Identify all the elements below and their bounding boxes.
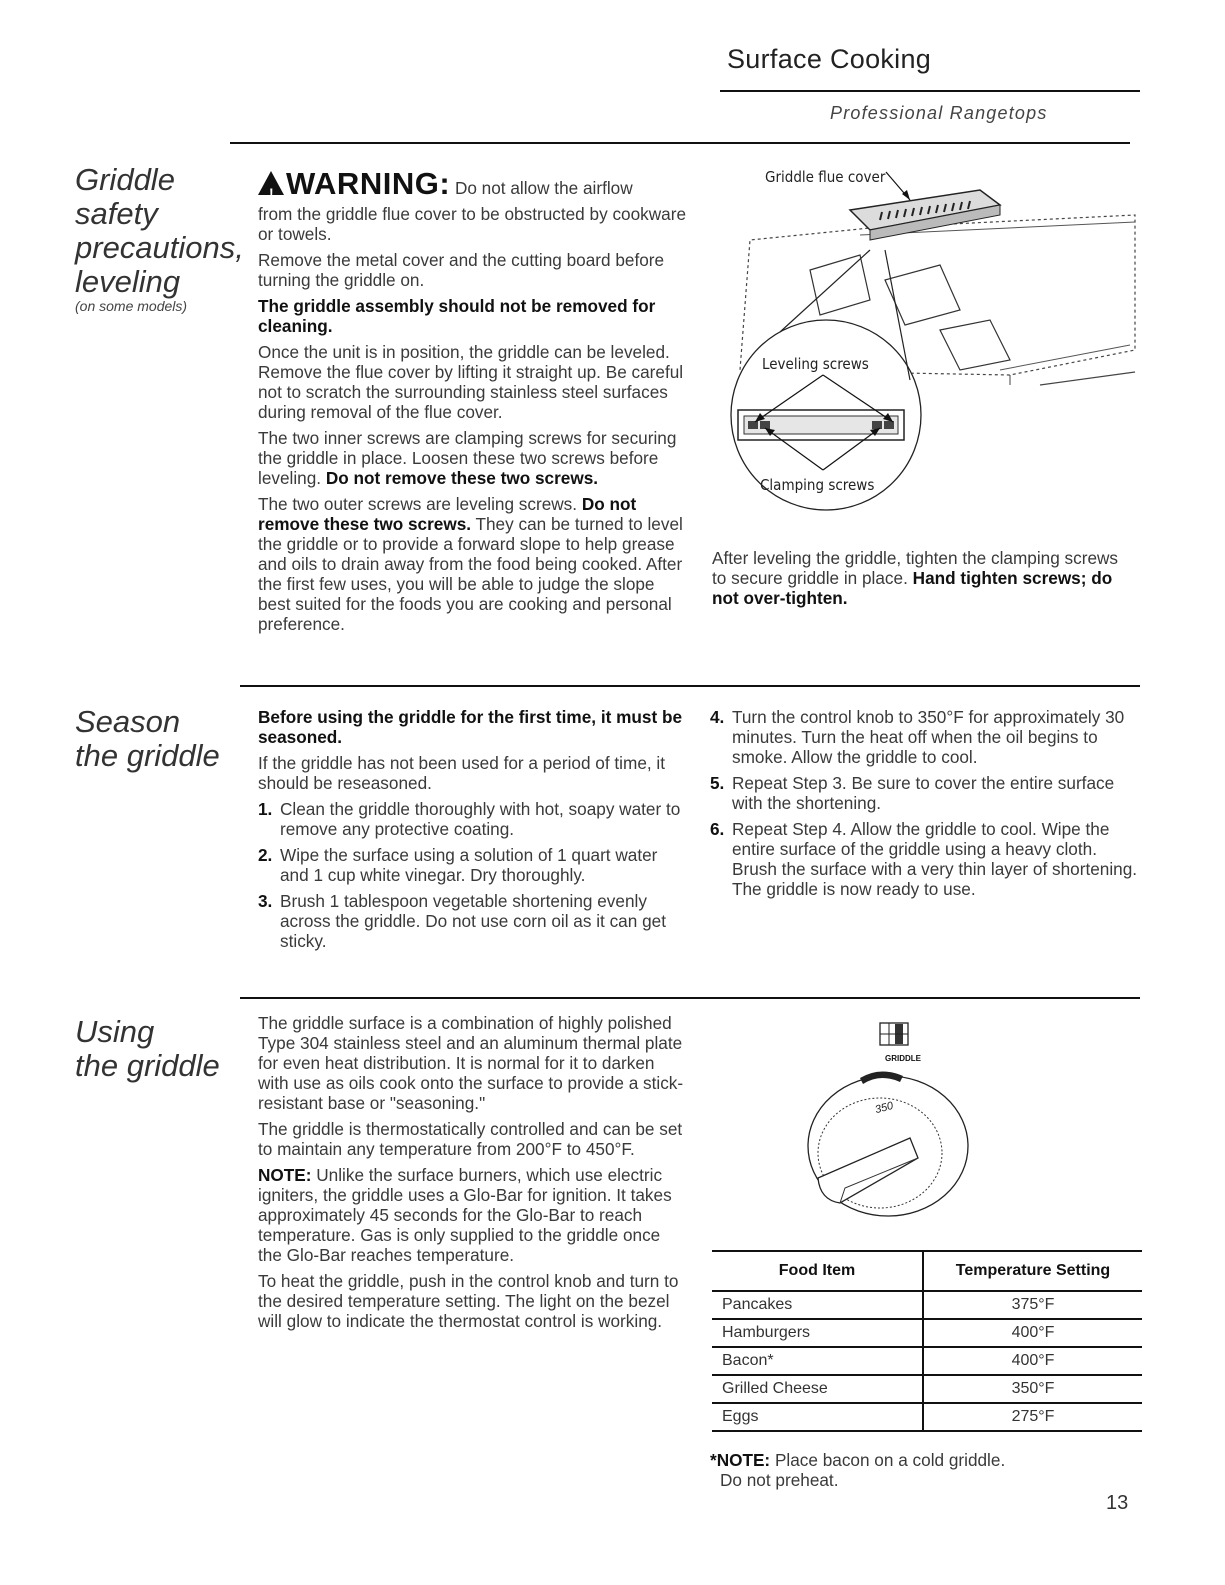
using-paragraph-4: To heat the griddle, push in the control knob and turn to the desired temperature setting. The light on the bezel will glow to indicate the thermostat control is working. bbox=[258, 1271, 679, 1331]
column-header-temperature: Temperature Setting bbox=[923, 1251, 1142, 1291]
list-item: 4. Turn the control knob to 350°F for approximately 30 minutes. Turn the heat off when the oil begins to smoke. Allow the griddle to cool. bbox=[710, 707, 1125, 767]
section-title-line: Using bbox=[75, 1014, 155, 1049]
list-item: 5. Repeat Step 3. Be sure to cover the entire surface with the shortening. bbox=[710, 773, 1115, 813]
footnote-line-2: Do not preheat. bbox=[720, 1470, 839, 1490]
remove-cover-text: Remove the metal cover and the cutting board before turning the griddle on. bbox=[258, 250, 665, 290]
section-divider-2 bbox=[240, 685, 1140, 687]
label-leveling-screws: Leveling screws bbox=[762, 355, 869, 373]
section-title-line: leveling bbox=[75, 264, 181, 299]
label-flue-cover: Griddle flue cover bbox=[765, 168, 886, 186]
using-griddle-text bbox=[258, 1013, 688, 1337]
section-title-line: the griddle bbox=[75, 738, 220, 773]
table-header-row bbox=[712, 1251, 1142, 1291]
season-left-column bbox=[258, 707, 683, 957]
table-row: Hamburgers 400°F bbox=[712, 1319, 1142, 1347]
section-title-line: Season bbox=[75, 704, 181, 739]
griddle-safety-text bbox=[258, 168, 688, 640]
using-paragraph-2: The griddle is thermostatically controlled and can be set to maintain any temperature from 200°F to 450°F. bbox=[258, 1119, 683, 1159]
warning-first-line: Do not allow the airflow bbox=[454, 178, 633, 198]
bacon-footnote bbox=[710, 1450, 1140, 1490]
list-item: 2. Wipe the surface using a solution of 1 quart water and 1 cup white vinegar. Dry thoroughly. bbox=[258, 845, 658, 885]
knob-illustration bbox=[800, 1018, 990, 1218]
griddle-leveling-figure bbox=[710, 160, 1140, 530]
table-row: Eggs 275°F bbox=[712, 1403, 1142, 1431]
section-title-using bbox=[75, 1015, 220, 1083]
knob-temperature-value: 350 bbox=[873, 1099, 895, 1117]
table-row: Grilled Cheese 350°F bbox=[712, 1375, 1142, 1403]
list-item: 1. Clean the griddle thoroughly with hot, soapy water to remove any protective coating. bbox=[258, 799, 681, 839]
footnote-label: *NOTE: bbox=[710, 1450, 771, 1470]
temperature-table bbox=[712, 1250, 1142, 1432]
warning-heading: WARNING: bbox=[286, 166, 451, 201]
griddle-knob-figure bbox=[800, 1018, 990, 1218]
season-intro-bold: Before using the griddle for the first time, it must be seasoned. bbox=[258, 707, 682, 747]
warning-icon: ! bbox=[258, 171, 284, 195]
list-item: 6. Repeat Step 4. Allow the griddle to cool. Wipe the entire surface of the griddle using a heavy cloth. Brush the surface with a very thin layer of shortening. The griddle is now ready to use. bbox=[710, 819, 1138, 899]
after-leveling-text: After leveling the griddle, tighten the clamping screws to secure griddle in place. Hand tighten screws; do not over-tighten. bbox=[712, 548, 1119, 608]
section-divider-3 bbox=[240, 997, 1140, 999]
temperature-table-wrap bbox=[712, 1250, 1142, 1432]
warning-line bbox=[258, 168, 688, 204]
section-subtitle: (on some models) bbox=[75, 298, 188, 314]
label-clamping-screws: Clamping screws bbox=[760, 476, 875, 494]
table-row: Bacon* 400°F bbox=[712, 1347, 1142, 1375]
griddle-illustration bbox=[710, 160, 1140, 530]
section-title-line: the griddle bbox=[75, 1048, 220, 1083]
season-intro: If the griddle has not been used for a period of time, it should be reseasoned. bbox=[258, 753, 666, 793]
leveling-text: Once the unit is in position, the griddle can be leveled. Remove the flue cover by lifting it straight up. Be careful not to scratch the surrounding stainless steel surfaces during removal of the flue cover. bbox=[258, 342, 684, 422]
column-header-food: Food Item bbox=[712, 1251, 923, 1291]
using-note: NOTE: Unlike the surface burners, which use electric igniters, the griddle uses a Glo-Bar for ignition. It takes approximately 45 seconds for the Glo-Bar to reach temperature. Gas is only supplied to the griddle once the Glo-Bar reaches temperature. bbox=[258, 1165, 672, 1265]
knob-griddle-label: GRIDDLE bbox=[885, 1054, 921, 1063]
section-title-line: precautions, bbox=[75, 230, 244, 265]
section-title-line: Griddle bbox=[75, 162, 175, 197]
page-number: 13 bbox=[1106, 1492, 1129, 1514]
header-divider bbox=[720, 90, 1140, 92]
list-item: 3. Brush 1 tablespoon vegetable shortening evenly across the griddle. Do not use corn oil as it can get sticky. bbox=[258, 891, 666, 951]
page-header-title: Surface Cooking bbox=[727, 44, 932, 74]
warning-text: from the griddle flue cover to be obstructed by cookware or towels. bbox=[258, 204, 687, 244]
season-right-column bbox=[710, 707, 1140, 905]
outer-screws-text: The two outer screws are leveling screws. Do not remove these two screws. They can be turned to level the griddle or to provide a forward slope to help grease and oils to drain away from the food being cooked. After the first few uses, you will be able to judge the slope best suited for the foods you are cooking and personal preference. bbox=[258, 494, 683, 634]
season-steps-list bbox=[258, 799, 683, 951]
inner-screws-text: The two inner screws are clamping screws for securing the griddle in place. Loosen these two screws before leveling. Do not remove these two screws. bbox=[258, 428, 677, 488]
section-divider-1 bbox=[230, 142, 1130, 144]
table-row: Pancakes 375°F bbox=[712, 1291, 1142, 1319]
using-paragraph-1: The griddle surface is a combination of highly polished Type 304 stainless steel and an aluminum thermal plate for even heat distribution. It is normal for it to darken with use as oils cook onto the surface to provide a stick-resistant base or "seasoning." bbox=[258, 1013, 684, 1113]
footnote-text: Place bacon on a cold griddle. bbox=[774, 1450, 1006, 1470]
page-header-subtitle: Professional Rangetops bbox=[830, 103, 1048, 123]
section-title-season bbox=[75, 705, 220, 773]
section-title-griddle-safety bbox=[75, 163, 244, 299]
season-steps-list-continued bbox=[710, 707, 1140, 899]
section-title-line: safety bbox=[75, 196, 158, 231]
assembly-warning: The griddle assembly should not be removed for cleaning. bbox=[258, 296, 656, 336]
